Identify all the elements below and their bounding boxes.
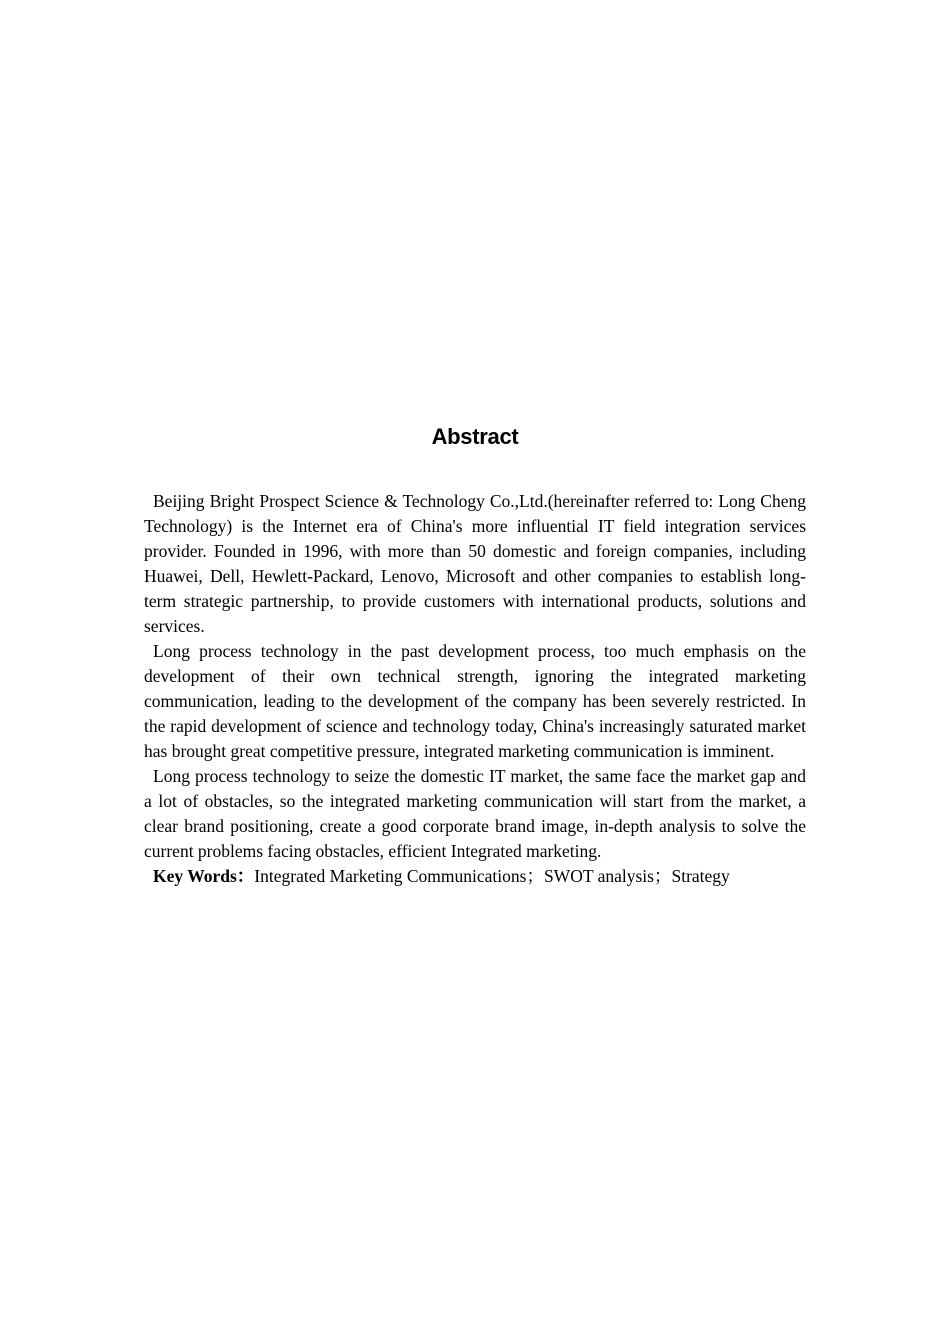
- abstract-paragraph-3: Long process technology to seize the domestic IT market, the same face the market gap and a lot of obstacles, so the integrated marketing communication will start from the market, a clear brand positioning, create a good corporate brand image, in-depth analysis to solve the current problems facing obstacles, efficient Integrated marketing.: [144, 766, 806, 861]
- abstract-title: Abstract: [431, 424, 519, 449]
- abstract-paragraph-2: Long process technology in the past development process, too much emphasis on the development of their own technical strength, ignoring the integrated marketing communication, leading to the development of the company has been severely restricted. In the rapid development of science and technology today, China's increasingly saturated market has brought great competitive pressure, integrated marketing communication is imminent.: [144, 641, 806, 761]
- keywords-text: Integrated Marketing Communications；SWOT analysis；Strategy: [254, 866, 730, 886]
- abstract-paragraph-1: Beijing Bright Prospect Science & Technology Co.,Ltd.(hereinafter referred to: Long Cheng Technology) is the Internet era of China's more influential IT field integration services provider. Founded in 1996, with more than 50 domestic and foreign companies, including Huawei, Dell, Hewlett-Packard, Lenovo, Microsoft and other companies to establish long-term strategic partnership, to provide customers with international products, solutions and services.: [144, 491, 806, 636]
- keywords-line: [144, 864, 806, 889]
- keywords-label: Key Words：: [153, 866, 255, 886]
- abstract-body: [144, 489, 806, 889]
